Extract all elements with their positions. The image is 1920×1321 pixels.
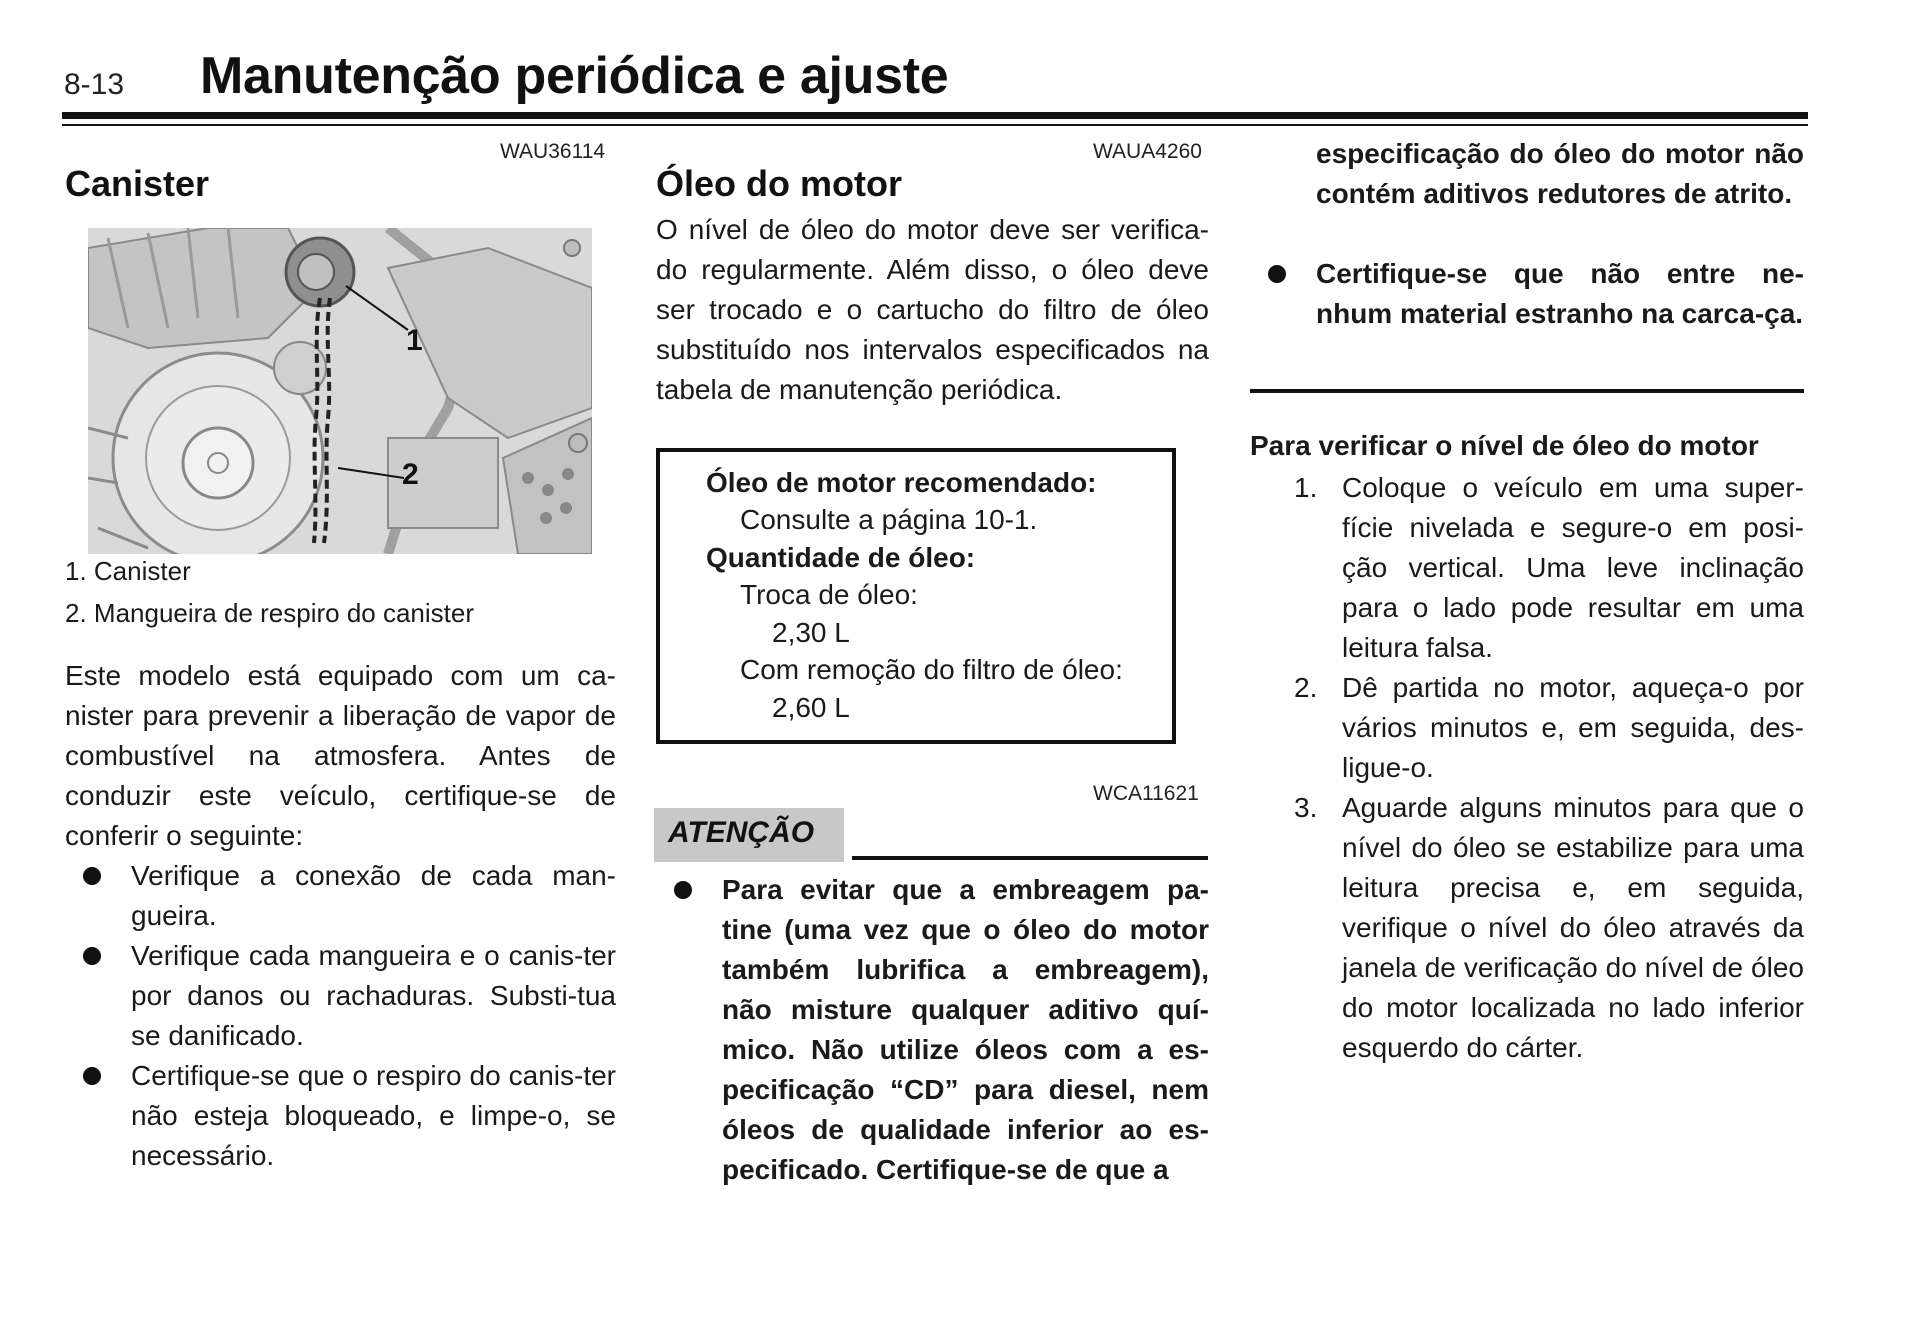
step-number: 1. <box>1294 472 1318 503</box>
caution-tab <box>654 808 844 862</box>
section-code: WAUA4260 <box>1093 140 1202 163</box>
callout-label-2: 2 <box>402 458 419 491</box>
spec-filter-value: 2,60 L <box>772 692 850 723</box>
caution-continued: especificação do óleo do motor não contém aditivos redutores de atrito. <box>1316 138 1804 209</box>
list-item: Verifique cada mangueira e o canis-ter por danos ou rachaduras. Substi-tua se danificado. <box>65 936 616 1056</box>
section-heading-canister: Canister <box>65 163 210 204</box>
spec-filter-label: Com remoção do filtro de óleo: <box>740 654 1123 685</box>
step-number: 2. <box>1294 672 1318 703</box>
caution-code: WCA11621 <box>1093 782 1199 805</box>
section-code: WAU36114 <box>500 140 606 163</box>
spec-change-label: Troca de óleo: <box>740 579 918 610</box>
engine-canister-illustration <box>88 228 592 554</box>
header-rule-thick <box>62 112 1808 119</box>
figure-caption-2: 2. Mangueira de respiro do canister <box>65 598 475 628</box>
spec-recommended-label: Óleo de motor recomendado: <box>706 467 1097 498</box>
oil-check-steps <box>1250 468 1804 1068</box>
spec-quantity-label: Quantidade de óleo: <box>706 542 976 573</box>
section-heading-oleo-motor: Óleo do motor <box>656 163 902 204</box>
canister-checklist <box>65 856 616 1176</box>
caution-list-continued <box>1250 254 1804 334</box>
oleo-intro: O nível de óleo do motor deve ser verifica-do regularmente. Além disso, o óleo deve ser trocado e o cartucho do filtro de óleo substituído nos intervalos especificados na tabela de manutenção periódica. <box>656 214 1209 405</box>
spec-recommended-value: Consulte a página 10-1. <box>740 504 1038 535</box>
spec-change-value: 2,30 L <box>772 617 850 648</box>
caution-end-rule <box>1250 389 1804 393</box>
page-title: Manutenção periódica e ajuste <box>200 47 949 105</box>
caution-list <box>656 870 1209 1190</box>
callout-label-1: 1 <box>406 324 423 357</box>
figure-caption-1: 1. Canister <box>65 556 191 586</box>
canister-intro: Este modelo está equipado com um ca-nister para prevenir a liberação de vapor de combustível na atmosfera. Antes de conduzir este veículo, certifique-se de conferir o seguinte: <box>65 660 616 851</box>
bullet-dot <box>83 947 101 965</box>
bullet-dot <box>83 867 101 885</box>
oil-check-subheading: Para verificar o nível de óleo do motor <box>1250 430 1759 461</box>
list-item: Certifique-se que não entre ne-nhum material estranho na carca-ça. <box>1250 254 1804 334</box>
list-item: 1. Coloque o veículo em uma super-fície nivelada e segure-o em posi-ção vertical. Uma leve inclinação para o lado pode resultar em uma leitura falsa. <box>1250 468 1804 668</box>
bullet-dot <box>1268 265 1286 283</box>
list-item: Verifique a conexão de cada man-gueira. <box>65 856 616 936</box>
bullet-dot <box>83 1067 101 1085</box>
oil-spec-box <box>656 448 1176 744</box>
bullet-dot <box>674 881 692 899</box>
step-number: 3. <box>1294 792 1318 823</box>
caution-rule <box>852 856 1208 860</box>
list-item: 2. Dê partida no motor, aqueça-o por vários minutos e, em seguida, des-ligue-o. <box>1250 668 1804 788</box>
page-header <box>62 40 1808 130</box>
caution-label: ATENÇÃO <box>668 816 815 849</box>
list-item: Certifique-se que o respiro do canis-ter não esteja bloqueado, e limpe-o, se necessário. <box>65 1056 616 1176</box>
page-number: 8-13 <box>64 68 125 101</box>
engine-drawing <box>88 228 592 554</box>
list-item: Para evitar que a embreagem pa-tine (uma vez que o óleo do motor também lubrifica a embreagem), não misture qualquer aditivo quí-mico. Não utilize óleos com a es-pecificação “CD” para diesel, nem óleos de qualidade inferior ao es-pecificado. Certifique-se de que a <box>656 870 1209 1190</box>
list-item: 3. Aguarde alguns minutos para que o nível do óleo se estabilize para uma leitura precisa e, em seguida, verifique o nível do óleo através da janela de verificação do nível de óleo do motor localizada no lado inferior esquerdo do cárter. <box>1250 788 1804 1068</box>
header-rule-thin <box>62 124 1808 126</box>
